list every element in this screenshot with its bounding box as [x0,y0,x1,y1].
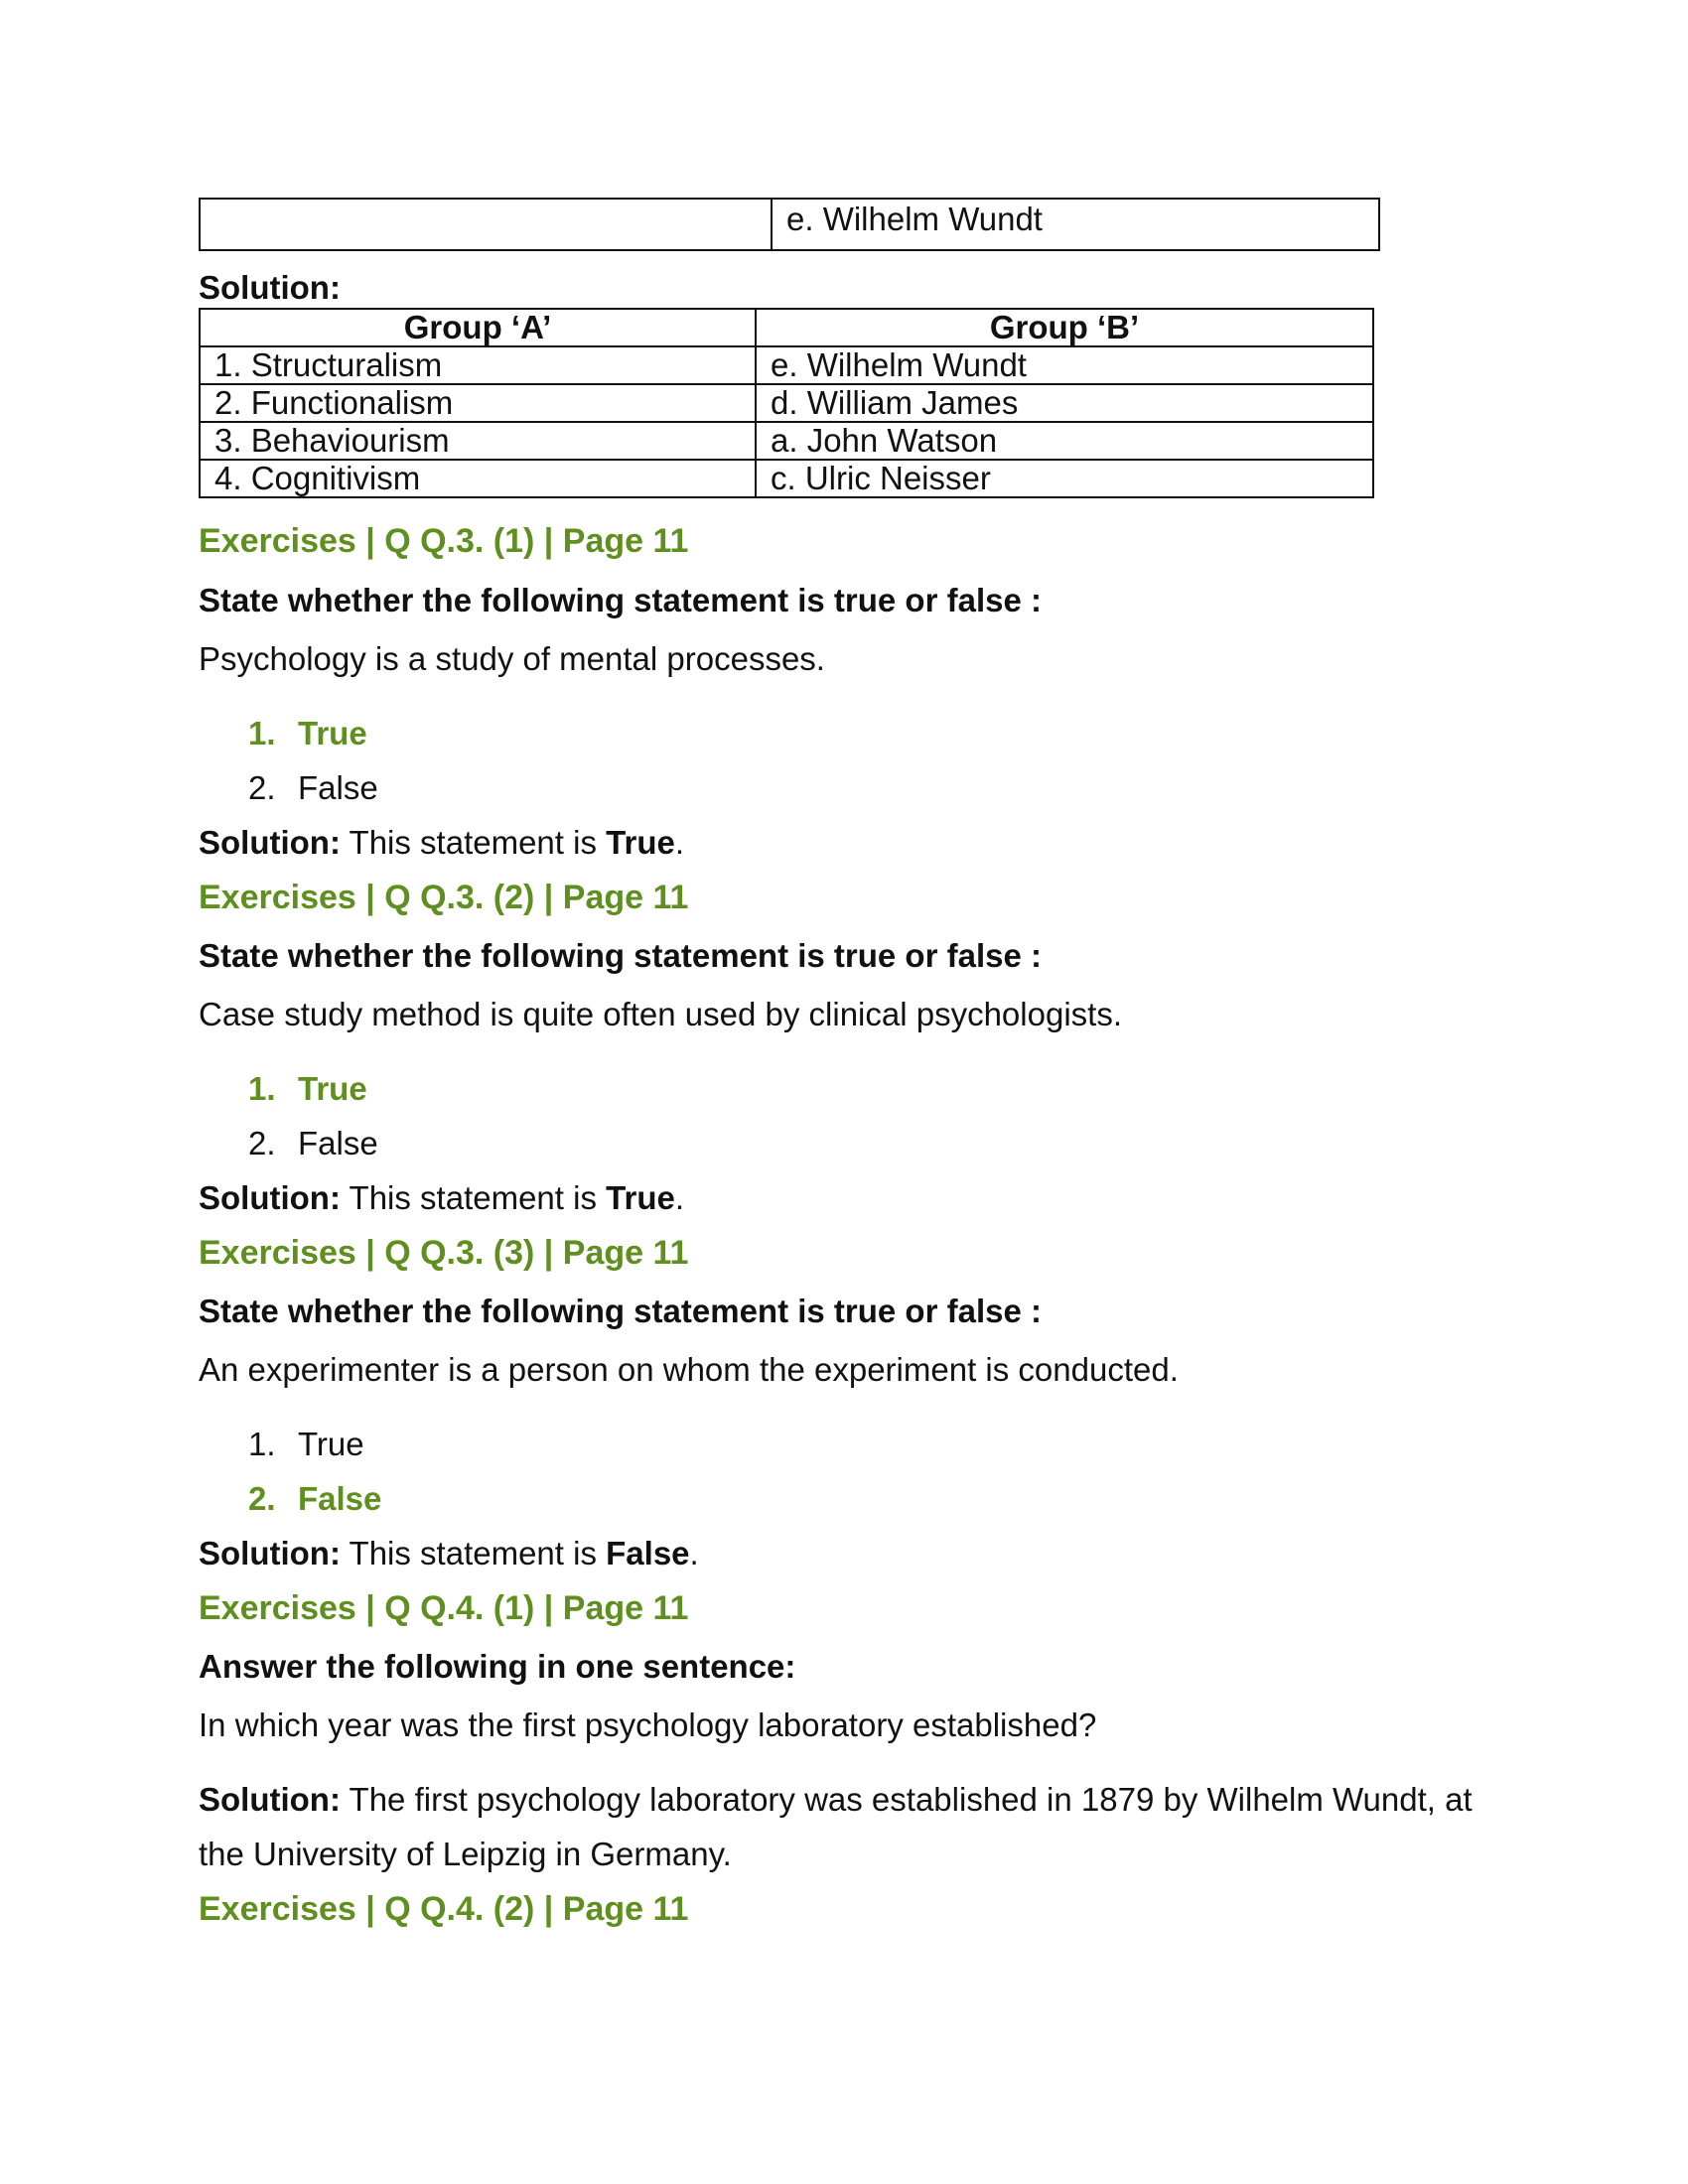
table-row [200,384,1373,422]
solution-label: Solution: [199,269,341,306]
table-cell: e. Wilhelm Wundt [772,199,1379,250]
option-item [248,1069,367,1109]
table-row [200,460,1373,497]
solution-answer: True [606,1179,675,1216]
table-row [200,346,1373,384]
option-text: False [298,1480,382,1517]
table-cell: c. Ulric Neisser [756,460,1373,497]
option-text: False [298,1125,378,1161]
option-number: 2. [248,1480,276,1517]
solution-answer: True [606,824,675,861]
exercise-heading[interactable]: Exercises | Q Q.4. (1) | Page 11 [199,1589,689,1627]
table-cell: e. Wilhelm Wundt [756,346,1373,384]
option-text: True [298,715,367,751]
solution-end: . [689,1535,699,1571]
option-number: 2. [248,769,276,806]
table-cell: 3. Behaviourism [200,422,756,460]
option-item [248,1425,364,1464]
solution-label: Solution: [199,1535,341,1571]
question-statement: Case study method is quite often used by clinical psychologists. [199,996,1122,1032]
solution-line [199,823,684,863]
solution-label: Solution: [199,824,341,861]
question-statement: An experimenter is a person on whom the experiment is conducted. [199,1351,1179,1388]
solution-text: This statement is [340,824,607,861]
option-number: 2. [248,1125,276,1161]
exercise-heading[interactable]: Exercises | Q Q.4. (2) | Page 11 [199,1890,689,1928]
table-cell: 2. Functionalism [200,384,756,422]
solution-label: Solution: [199,1179,341,1216]
solution-line-continued: the University of Leipzig in Germany. [199,1836,732,1872]
table-cell: 1. Structuralism [200,346,756,384]
option-text: False [298,769,378,806]
option-text: True [298,1426,364,1462]
solution-label: Solution: [199,1781,341,1818]
solution-answer: False [606,1535,690,1571]
question-instruction: Answer the following in one sentence: [199,1648,796,1685]
question-instruction: State whether the following statement is true or false : [199,1293,1042,1329]
option-text: True [298,1070,367,1107]
column-header-group-b: Group ‘B’ [756,309,1373,346]
match-table [199,308,1374,498]
option-item [248,1479,381,1519]
table-cell [200,199,772,250]
continuation-table [199,198,1380,251]
solution-text: This statement is [340,1179,607,1216]
option-item [248,714,367,753]
table-cell: 4. Cognitivism [200,460,756,497]
option-item [248,1124,378,1163]
option-number: 1. [248,1070,276,1107]
question-instruction: State whether the following statement is true or false : [199,582,1042,618]
question-statement: In which year was the first psychology laboratory established? [199,1706,1097,1743]
solution-line [199,1780,1473,1820]
option-number: 1. [248,1426,276,1462]
solution-text: The first psychology laboratory was established in 1879 by Wilhelm Wundt, at [340,1781,1473,1818]
question-statement: Psychology is a study of mental processes. [199,640,825,677]
table-row [200,199,1379,250]
solution-end: . [674,824,685,861]
table-cell: a. John Watson [756,422,1373,460]
solution-line [199,1178,684,1218]
question-instruction: State whether the following statement is true or false : [199,937,1042,974]
column-header-group-a: Group ‘A’ [200,309,756,346]
exercise-heading[interactable]: Exercises | Q Q.3. (2) | Page 11 [199,879,689,916]
solution-text: This statement is [340,1535,607,1571]
table-row [200,422,1373,460]
table-header-row [200,309,1373,346]
option-item [248,768,378,808]
exercise-heading[interactable]: Exercises | Q Q.3. (3) | Page 11 [199,1234,689,1272]
option-number: 1. [248,715,276,751]
table-cell: d. William James [756,384,1373,422]
solution-end: . [674,1179,685,1216]
exercise-heading[interactable]: Exercises | Q Q.3. (1) | Page 11 [199,522,689,560]
solution-line [199,1534,699,1573]
